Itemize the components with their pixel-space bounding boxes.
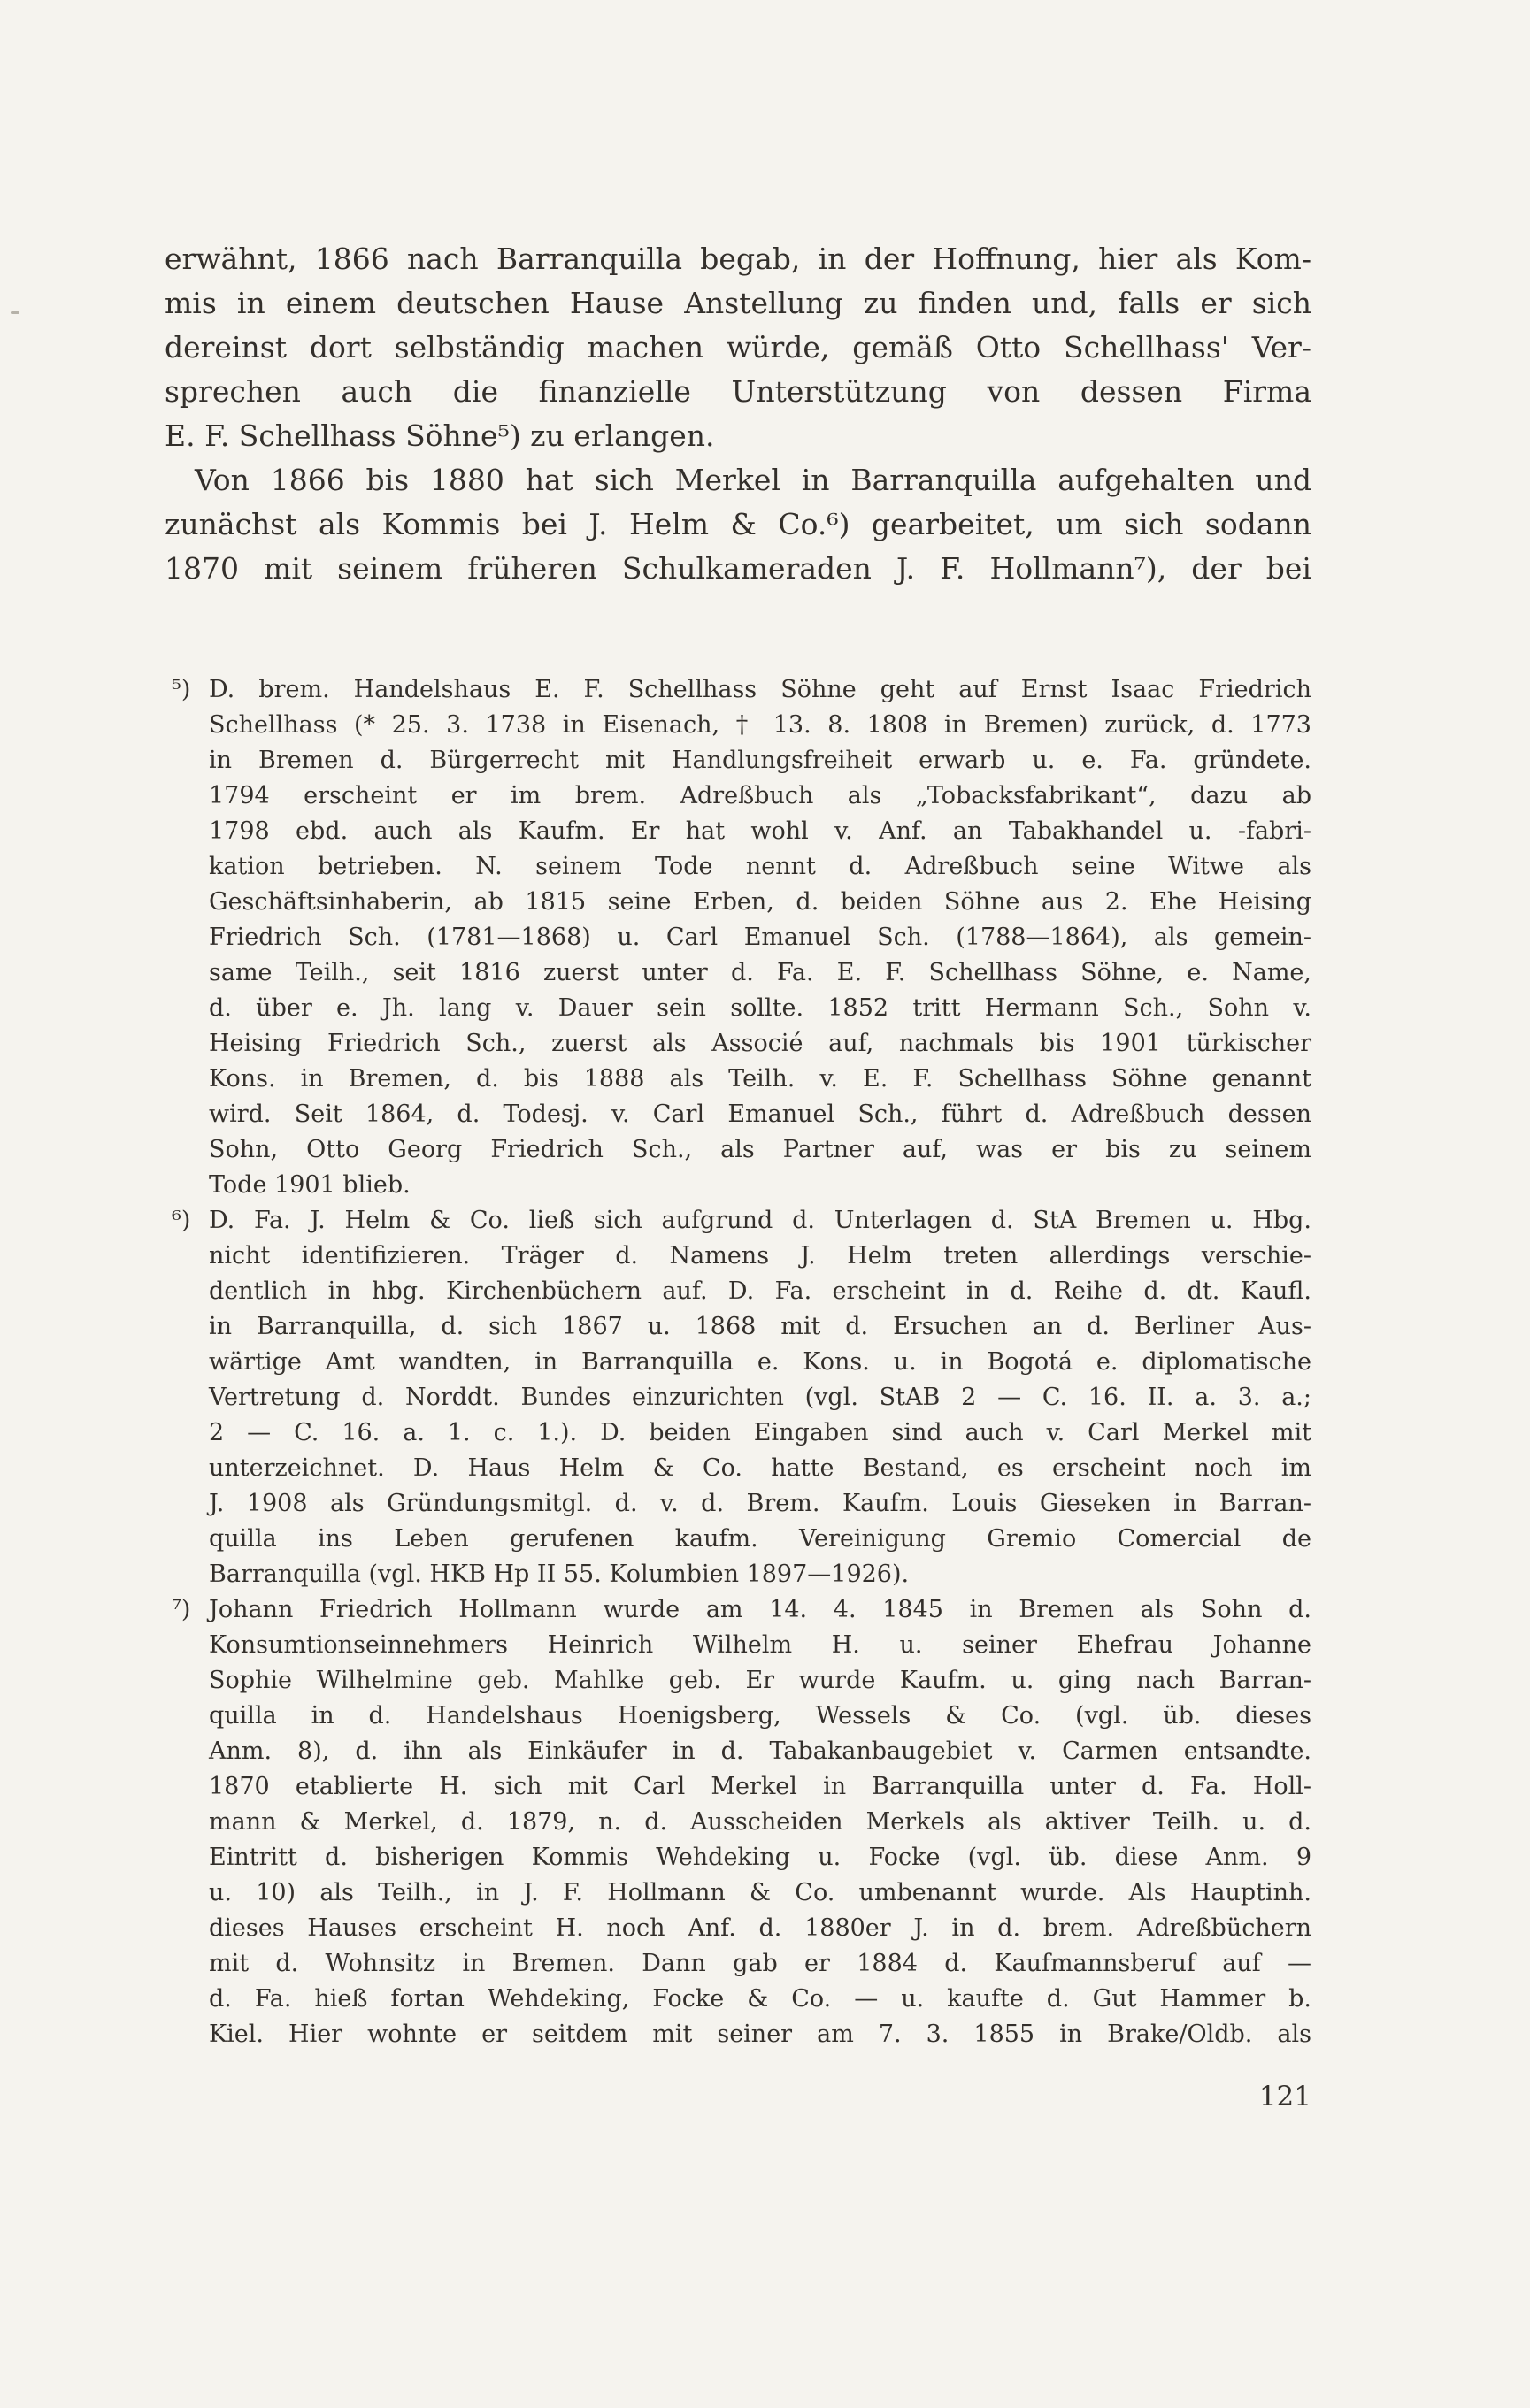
- footnote-line: Sophie Wilhelmine geb. Mahlke geb. Er wurde Kaufm. u. ging nach Barran-: [209, 1667, 1311, 1694]
- text-line: sprechen auch die finanzielle Unterstützung von dessen Firma: [165, 374, 1311, 409]
- footnote-line: Geschäftsinhaberin, ab 1815 seine Erben, d. beiden Söhne aus 2. Ehe Heising: [209, 888, 1311, 916]
- footnote-line: Vertretung d. Norddt. Bundes einzurichten (vgl. StAB 2 — C. 16. II. a. 3. a.;: [209, 1384, 1311, 1411]
- footnote-line: Anm. 8), d. ihn als Einkäufer in d. Tabakanbaugebiet v. Carmen entsandte.: [209, 1737, 1311, 1765]
- text-line: 1870 mit seinem früheren Schulkameraden J. F. Hollmann⁷), der bei: [165, 551, 1311, 586]
- footnote-line: u. 10) als Teilh., in J. F. Hollmann & Co. umbenannt wurde. Als Hauptinh.: [209, 1879, 1311, 1906]
- footnote-marker: ⁵): [172, 676, 191, 703]
- main-text-block: [165, 237, 1311, 591]
- page-number: 121: [1258, 2081, 1311, 2113]
- footnote-line: Tode 1901 blieb.: [209, 1171, 411, 1199]
- footnote-line: Konsumtionseinnehmers Heinrich Wilhelm H. u. seiner Ehefrau Johanne: [209, 1631, 1311, 1659]
- footnote-line: D. Fa. J. Helm & Co. ließ sich aufgrund d. Unterlagen d. StA Bremen u. Hbg.: [209, 1207, 1311, 1234]
- footnote-line: J. 1908 als Gründungsmitgl. d. v. d. Brem. Kaufm. Louis Gieseken in Barran-: [209, 1490, 1311, 1517]
- footnote-line: mit d. Wohnsitz in Bremen. Dann gab er 1884 d. Kaufmannsberuf auf —: [209, 1950, 1311, 1977]
- footnote-line: same Teilh., seit 1816 zuerst unter d. Fa. E. F. Schellhass Söhne, e. Name,: [209, 959, 1311, 986]
- scan-artifact: [11, 311, 19, 314]
- paragraph-2: [165, 458, 1311, 591]
- footnote-line: mann & Merkel, d. 1879, n. d. Ausscheiden Merkels als aktiver Teilh. u. d.: [209, 1808, 1311, 1836]
- text-line: mis in einem deutschen Hause Anstellung zu finden und, falls er sich: [165, 286, 1311, 320]
- text-line: Von 1866 bis 1880 hat sich Merkel in Barranquilla aufgehalten und: [195, 463, 1311, 497]
- footnote-line: 2 — C. 16. a. 1. c. 1.). D. beiden Eingaben sind auch v. Carl Merkel mit: [209, 1419, 1311, 1446]
- footnote-line: dieses Hauses erscheint H. noch Anf. d. 1880er J. in d. brem. Adreßbüchern: [209, 1914, 1311, 1942]
- footnote-line: 1870 etablierte H. sich mit Carl Merkel in Barranquilla unter d. Fa. Holl-: [209, 1773, 1311, 1800]
- footnote-line: D. brem. Handelshaus E. F. Schellhass Söhne geht auf Ernst Isaac Friedrich: [209, 676, 1311, 703]
- footnote-line: 1794 erscheint er im brem. Adreßbuch als „Tobacksfabrikant“, dazu ab: [209, 782, 1311, 809]
- footnote-line: d. Fa. hieß fortan Wehdeking, Focke & Co. — u. kaufte d. Gut Hammer b.: [209, 1985, 1311, 2013]
- footnote-line: Barranquilla (vgl. HKB Hp II 55. Kolumbien 1897—1926).: [209, 1561, 910, 1588]
- footnote-line: Kons. in Bremen, d. bis 1888 als Teilh. v. E. F. Schellhass Söhne genannt: [209, 1065, 1311, 1093]
- footnote-line: Sohn, Otto Georg Friedrich Sch., als Partner auf, was er bis zu seinem: [209, 1136, 1311, 1163]
- text-line: zunächst als Kommis bei J. Helm & Co.⁶) gearbeitet, um sich sodann: [165, 507, 1311, 541]
- footnote-line: kation betrieben. N. seinem Tode nennt d. Adreßbuch seine Witwe als: [209, 853, 1311, 880]
- footnote-line: d. über e. Jh. lang v. Dauer sein sollte. 1852 tritt Hermann Sch., Sohn v.: [209, 994, 1311, 1022]
- footnote-line: Friedrich Sch. (1781—1868) u. Carl Emanuel Sch. (1788—1864), als gemein-: [209, 924, 1311, 951]
- footnote-line: in Barranquilla, d. sich 1867 u. 1868 mit d. Ersuchen an d. Berliner Aus-: [209, 1313, 1311, 1340]
- footnote-line: dentlich in hbg. Kirchenbüchern auf. D. Fa. erscheint in d. Reihe d. dt. Kaufl.: [209, 1277, 1311, 1305]
- footnote-line: wärtige Amt wandten, in Barranquilla e. Kons. u. in Bogotá e. diplomatische: [209, 1348, 1311, 1376]
- footnote-6: [172, 1203, 1311, 1592]
- footnote-line: nicht identifizieren. Träger d. Namens J. Helm treten allerdings verschie-: [209, 1242, 1311, 1269]
- footnote-line: Heising Friedrich Sch., zuerst als Associé auf, nachmals bis 1901 türkischer: [209, 1030, 1311, 1057]
- footnote-line: in Bremen d. Bürgerrecht mit Handlungsfreiheit erwarb u. e. Fa. gründete.: [209, 747, 1311, 774]
- footnotes-block: [172, 672, 1311, 2052]
- footnote-line: unterzeichnet. D. Haus Helm & Co. hatte Bestand, es erscheint noch im: [209, 1454, 1311, 1482]
- footnote-line: Eintritt d. bisherigen Kommis Wehdeking u. Focke (vgl. üb. diese Anm. 9: [209, 1844, 1311, 1871]
- paragraph-1: [165, 237, 1311, 458]
- footnote-marker: ⁶): [172, 1207, 191, 1234]
- footnote-line: quilla in d. Handelshaus Hoenigsberg, Wessels & Co. (vgl. üb. dieses: [209, 1702, 1311, 1729]
- text-column: [165, 237, 1311, 2052]
- footnote-line: Johann Friedrich Hollmann wurde am 14. 4. 1845 in Bremen als Sohn d.: [209, 1596, 1311, 1623]
- footnote-5: [172, 672, 1311, 1203]
- text-line: dereinst dort selbständig machen würde, gemäß Otto Schellhass' Ver-: [165, 330, 1311, 364]
- text-line: E. F. Schellhass Söhne⁵) zu erlangen.: [165, 418, 715, 453]
- footnote-7: [172, 1592, 1311, 2052]
- footnote-line: quilla ins Leben gerufenen kaufm. Vereinigung Gremio Comercial de: [209, 1525, 1311, 1553]
- footnote-line: 1798 ebd. auch als Kaufm. Er hat wohl v. Anf. an Tabakhandel u. -fabri-: [209, 817, 1311, 845]
- footnote-line: wird. Seit 1864, d. Todesj. v. Carl Emanuel Sch., führt d. Adreßbuch dessen: [209, 1100, 1311, 1128]
- footnote-line: Schellhass (* 25. 3. 1738 in Eisenach, † 13. 8. 1808 in Bremen) zurück, d. 1773: [209, 711, 1311, 739]
- text-line: erwähnt, 1866 nach Barranquilla begab, in der Hoffnung, hier als Kom-: [165, 242, 1311, 276]
- footnote-line: Kiel. Hier wohnte er seitdem mit seiner am 7. 3. 1855 in Brake/Oldb. als: [209, 2021, 1311, 2048]
- footnote-marker: ⁷): [172, 1596, 191, 1623]
